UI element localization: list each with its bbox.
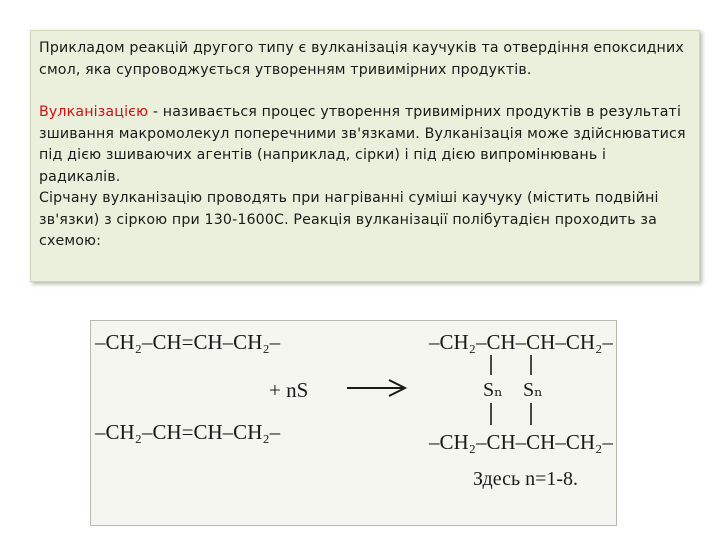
reactant-chain-top: –CH₂–CH=CH–CH₂–: [95, 330, 281, 354]
paragraph-gap: [39, 81, 691, 102]
definition-text: - називається процес утворення тривимірних продуктів в результаті зшивання макромолекул поперечними зв'язками. Вулканізація може здійснюватися під дією зшиваючих агентів (наприклад, сірки) і під дією випромінювань і радикалів.: [39, 104, 686, 185]
sulfur-bridge-right: Sₙ: [523, 379, 543, 401]
product-chain-bottom: –CH₂–CH–CH–CH₂–: [429, 430, 613, 454]
reaction-scheme-svg: [91, 321, 616, 525]
reaction-scheme-figure: [90, 320, 617, 526]
sulfur-bridge-left: Sₙ: [483, 379, 503, 401]
sulfur-reagent: + nS: [269, 378, 309, 402]
intro-paragraph: Прикладом реакцій другого типу є вулканізація каучуків та отвердіння епоксидних смол, яка супроводжується утворенням тривимірних продуктів.: [39, 40, 684, 78]
product-chain-top: –CH₂–CH–CH–CH₂–: [429, 330, 613, 354]
sulfur-vulcanization-paragraph: Сірчану вулканізацію проводять при нагріванні суміші каучуку (містить подвійні зв'язки) з сіркою при 130-1600С. Реакція вулканізації полібутадієн проходить за схемою:: [39, 190, 659, 249]
reactant-chain-bottom: –CH₂–CH=CH–CH₂–: [95, 420, 281, 444]
scheme-note: Здесь n=1-8.: [473, 468, 579, 490]
reaction-arrow: [347, 380, 405, 396]
definition-paragraph: [39, 102, 691, 188]
vulcanization-term: Вулканізацією: [39, 104, 149, 120]
text-box: [30, 30, 700, 282]
